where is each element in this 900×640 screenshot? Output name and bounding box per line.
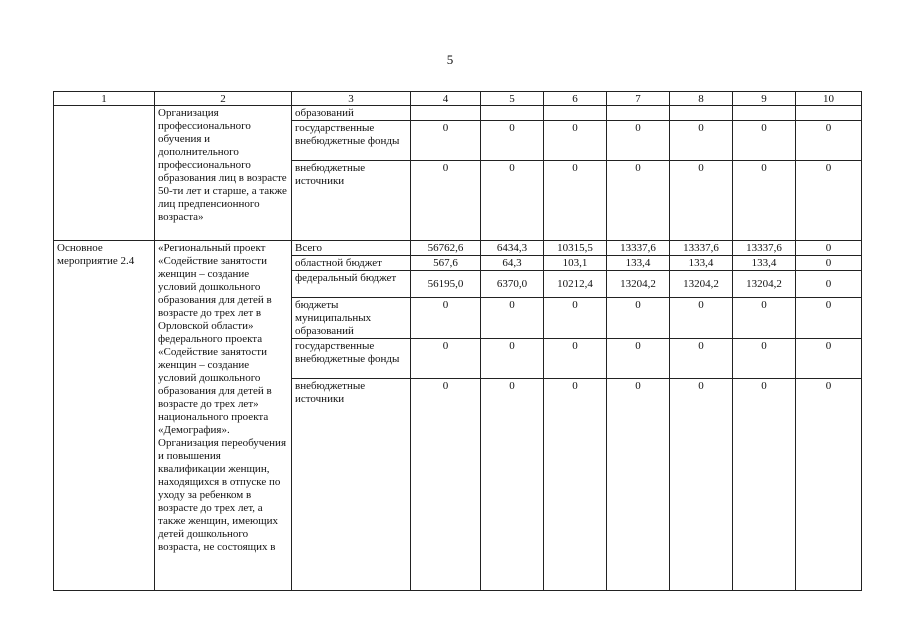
value-cell: 0 [607,339,670,379]
source-cell: бюджеты муниципальных образований [292,298,411,339]
value-cell: 13204,2 [607,271,670,298]
table-row [54,106,862,121]
value-cell [607,106,670,121]
value-cell: 0 [607,161,670,241]
value-cell: 0 [544,161,607,241]
value-cell: 0 [670,161,733,241]
header-cell: 3 [292,92,411,106]
value-cell: 0 [733,121,796,161]
source-cell: Всего [292,241,411,256]
value-cell: 10212,4 [544,271,607,298]
header-cell: 8 [670,92,733,106]
value-cell: 0 [411,121,481,161]
value-cell: 13337,6 [607,241,670,256]
value-cell: 13204,2 [670,271,733,298]
value-cell: 0 [607,298,670,339]
event-cell [54,106,155,241]
page-number: 5 [446,52,454,67]
header-cell: 1 [54,92,155,106]
value-cell: 13204,2 [733,271,796,298]
value-cell: 0 [733,379,796,591]
value-cell: 0 [796,241,862,256]
value-cell: 0 [796,121,862,161]
value-cell: 0 [481,339,544,379]
source-cell: областной бюджет [292,256,411,271]
table-row [54,241,862,256]
value-cell: 0 [670,339,733,379]
value-cell: 10315,5 [544,241,607,256]
table-header-row [54,92,862,106]
value-cell: 0 [796,161,862,241]
value-cell: 0 [796,298,862,339]
value-cell [796,106,862,121]
value-cell: 0 [411,161,481,241]
value-cell: 13337,6 [670,241,733,256]
value-cell [733,106,796,121]
value-cell: 0 [544,339,607,379]
value-cell [670,106,733,121]
value-cell: 103,1 [544,256,607,271]
value-cell: 0 [670,121,733,161]
source-cell: внебюджетные источники [292,379,411,591]
value-cell: 0 [607,379,670,591]
value-cell: 0 [544,298,607,339]
value-cell: 0 [481,121,544,161]
value-cell: 133,4 [670,256,733,271]
header-cell: 10 [796,92,862,106]
value-cell: 0 [670,379,733,591]
value-cell: 0 [733,161,796,241]
value-cell [411,106,481,121]
value-cell: 0 [544,379,607,591]
value-cell: 56762,6 [411,241,481,256]
header-cell: 2 [155,92,292,106]
header-cell: 4 [411,92,481,106]
description-cell: «Региональный проект «Содействие занятости женщин – создание условий дошкольного образования для детей в возрасте до трех лет в Орловской области» федерального проекта «Содействие занятости женщин – создание условий дошкольного образования для детей в возрасте до трех лет» национального проекта «Демография». Организация переобучения и повышения квалификации женщин, находящихся в отпуске по уходу за ребенком в возрасте до трех лет, а также женщин, имеющих детей дошкольного возраста, не состоящих в [155,241,292,591]
source-cell: образований [292,106,411,121]
value-cell: 56195,0 [411,271,481,298]
value-cell: 0 [481,161,544,241]
value-cell: 133,4 [733,256,796,271]
description-cell: Организация профессионального обучения и дополнительного профессионального образования лиц в возрасте 50-ти лет и старше, а также лиц предпенсионного возраста» [155,106,292,241]
value-cell: 0 [733,298,796,339]
value-cell: 6370,0 [481,271,544,298]
value-cell: 0 [796,339,862,379]
source-cell: государственные внебюджетные фонды [292,339,411,379]
value-cell: 0 [411,339,481,379]
value-cell: 0 [411,298,481,339]
value-cell: 6434,3 [481,241,544,256]
source-cell: государственные внебюджетные фонды [292,121,411,161]
value-cell: 0 [796,256,862,271]
value-cell: 0 [733,339,796,379]
value-cell: 0 [670,298,733,339]
value-cell: 0 [796,271,862,298]
header-cell: 5 [481,92,544,106]
header-cell: 6 [544,92,607,106]
value-cell: 0 [607,121,670,161]
value-cell: 133,4 [607,256,670,271]
event-cell: Основное мероприятие 2.4 [54,241,155,591]
source-cell: федеральный бюджет [292,271,411,298]
value-cell: 0 [481,298,544,339]
value-cell: 13337,6 [733,241,796,256]
value-cell: 0 [544,121,607,161]
source-cell: внебюджетные источники [292,161,411,241]
value-cell [544,106,607,121]
value-cell: 0 [411,379,481,591]
value-cell: 64,3 [481,256,544,271]
value-cell: 567,6 [411,256,481,271]
value-cell [481,106,544,121]
value-cell: 0 [796,379,862,591]
value-cell: 0 [481,379,544,591]
header-cell: 9 [733,92,796,106]
header-cell: 7 [607,92,670,106]
budget-table [53,91,862,591]
